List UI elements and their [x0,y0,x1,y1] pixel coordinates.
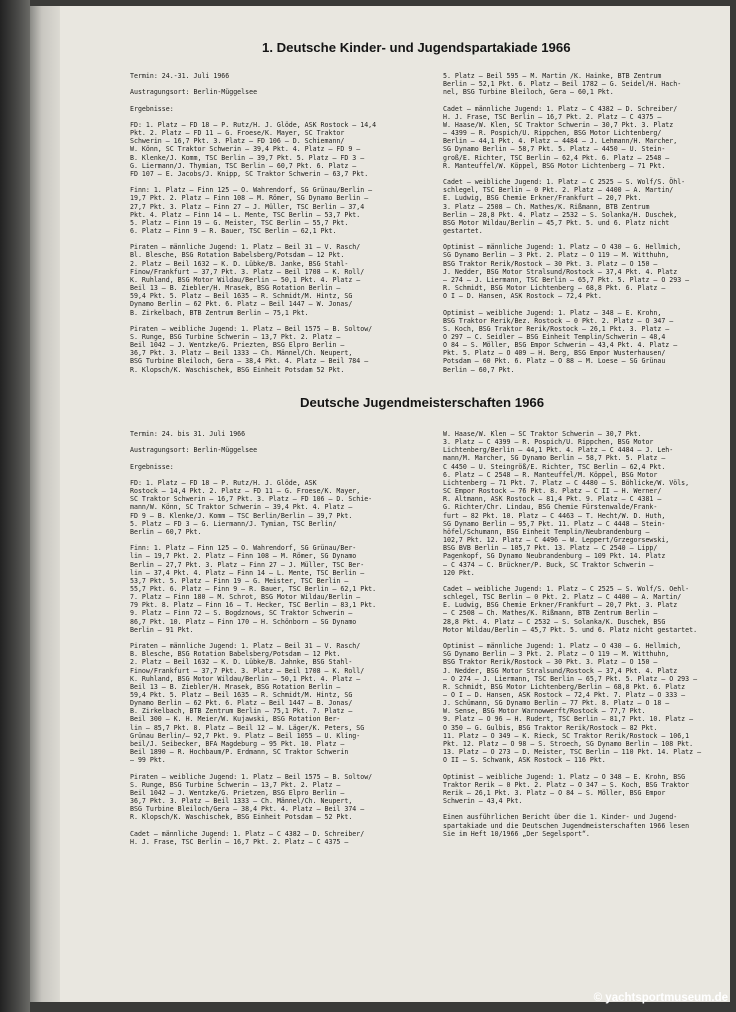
meisterschaften-results-left-column: Termin: 24. bis 31. Juli 1966 Austragungsort: Berlin-Müggelsee Ergebnisse: FD: 1. Platz — FD 18 — P. Rutz/H. J. Glöde, ASK Rostock — 14,4 Pkt. 2. Platz — FD 11 — G. Froese/K. Mayer, SC Traktor Schwerin — 16,7 Pkt. 3. Platz — FD 106 — D. Schie- mann/W. Könn, SC Traktor Schwerin — 39,4 Pkt. 4. Platz — FD 9 — B. Klenke/J. Komm — TSC Berlin/Berlin — 39,7 Pkt. 5. Platz — FD 3 — G. Liermann/J. Tymian, TSC Berlin/ Berlin — 60,7 Pkt. Finn: 1. Platz — Finn 125 — O. Wahrendorf, SG Grünau/Ber- lin — 19,7 Pkt. 2. Platz — Finn 108 — M. Römer, SG Dynamo Berlin — 27,7 Pkt. 3. Platz — Finn 27 — J. Müller, TSC Ber- lin — 37,4 Pkt. 4. Platz — Finn 14 — L. Mente, TSC Berlin — 53,7 Pkt. 5. Platz — Finn 19 — G. Meister, TSC Berlin — 55,7 Pkt. 6. Platz — Finn 9 — R. Bauer, TSC Berlin — 62,1 Pkt. 7. Platz — Finn 180 — M. Schrot, BSG Motor Wildau/Berlin — 79 Pkt. 8. Platz — Finn 16 — T. Hecker, TSC Berlin — 83,1 Pkt. 9. Platz — Finn 72 — S. Bogdznows, SC Traktor Schwerin — 86,7 Pkt. 10. Platz — Finn 170 — H. Schönborn — SG Dynamo Berlin — 91 Pkt. Piraten — männliche Jugend: 1. Platz — Beil 31 — V. Rasch/ B. Blesche, BSG Rotation Babelsberg/Potsdam — 12 Pkt. 2. Platz — Beil 1632 — K. D. Lübke/B. Jahnke, BSG Stahl- Finow/Frankfurt — 37,7 Pkt. 3. Platz — Beil 1708 — K. Roll/ K. Ruhland, BSG Motor Wildau/Berlin — 50,1 Pkt. 4. Platz — Beil 13 — B. Ziebler/H. Mrasek, BSG Rotation Berlin — 59,4 Pkt. 5. Platz — Beil 1635 — R. Schmidt/M. Hintz, SG Dynamo Berlin — 62 Pkt. 6. Platz — Beil 1447 — B. Jonas/ B. Zirkelbach, BTB Zentrum Berlin — 75,1 Pkt. 7. Platz — Beil 300 — K. H. Meier/W. Kujawski, BSG Rotation Ber- lin — 85,7 Pkt. 8. Platz — Beil 12 — W. Läger/K. Peters, SG Grünau Berlin/— 92,7 Pkt. 9. Platz — Beil 1055 — U. Kling- beil/J. Seibecker, BFA Magdeburg — 95 Pkt. 10. Platz — Beil 1890 — R. Hochbaum/P. Erdmann, SC Traktor Schwerin — 99 Pkt. Piraten — weibliche Jugend: 1. Platz — Beil 1575 — B. Soltow/ S. Runge, BSG Turbine Schwerin — 13,7 Pkt. 2. Platz — Beil 1042 — J. Wentzke/G. Prietzen, BSG Elpro Berlin — 36,7 Pkt. 3. Platz — Beil 1333 — Ch. Männel/Ch. Neupert, BSG Turbine Bleiloch/Gera — 38,4 Pkt. 4. Platz — Beil 374 — R. Klopsch/K. Waschischek, BSG Einheit Potsdam — 52 Pkt. Cadet — männliche Jugend: 1. Platz — C 4382 — D. Schreiber/ H. J. Frase, TSC Berlin — 16,7 Pkt. 2. Platz — C 4375 — [130,430,377,846]
page-binding-gutter [30,6,60,1002]
meisterschaften-results-right-column: W. Haase/W. Klen — SC Traktor Schwerin — 30,7 Pkt. 3. Platz — C 4399 — R. Pospich/U. Rippchen, BSG Motor Lichtenberg/Berlin — 44,1 Pkt. 4. Platz — C 4484 — J. Leh- mann/M. Marcher, SG Dynamo Berlin — 58,7 Pkt. 5. Platz — C 4450 — U. Steingröß/E. Richter, TSC Berlin — 62,4 Pkt. 6. Platz — C 2548 — R. Manteuffel/M. Köppel, BSG Motor Lichtenberg — 71 Pkt. 7. Platz — C 4480 — S. Böhlicke/W. Völs, SC Empor Rostock — 76 Pkt. 8. Platz — C II — H. Werner/ R. Altmann, ASK Rostock — 81,4 Pkt. 9. Platz — C 4381 — G. Richter/Chr. Lindau, BSG Chemie Fürstenwalde/Frank- furt — 82 Pkt. 10. Platz — C 4463 — T. Hecht/W. D. Huth, SG Dynamo Berlin — 95,7 Pkt. 11. Platz — C 4448 — Stein- höfel/Schumann, BSG Einheit Templin/Neubrandenburg — 102,7 Pkt. 12. Platz — C 4496 — W. Leppert/Grzegorsewski, BSG BVB Berlin — 105,7 Pkt. 13. Platz — C 2540 — Lipp/ Pagenkopf, SG Dynamo Neubrandenburg — 109 Pkt. 14. Platz — C 4374 — C. Brückner/P. Buck, SC Traktor Schwerin — 120 Pkt. Cadet — weibliche Jugend: 1. Platz — C 2525 — S. Wolf/S. Oehl- schlegel, TSC Berlin — 0 Pkt. 2. Platz — C 4400 — A. Martin/ E. Ludwig, BSG Chemie Erkner/Frankfurt — 20,7 Pkt. 3. Platz — C 2508 — Ch. Mathes/K. Rißmann, BTB Zentrum Berlin — 28,8 Pkt. 4. Platz — C 2532 — S. Solanka/K. Duschek, BSG Motor Wildau/Berlin — 45,7 Pkt. 5. und 6. Platz nicht gestartet. Optimist — männliche Jugend: 1. Platz — O 430 — G. Hellmich, SG Dynamo Berlin — 3 Pkt. 2. Platz — O 119 — M. Witthuhn, BSG Traktor Rerik/Rostock — 30 Pkt. 3. Platz — O 150 — J. Nedder, BSG Motor Stralsund/Rostock — 37,4 Pkt. 4. Platz — O 274 — J. Liermann, TSC Berlin — 65,7 Pkt. 5. Platz — O 293 — R. Schmidt, BSG Motor Lichtenberg/Berlin — 68,8 Pkt. 6. Platz — O I — D. Hansen, ASK Rostock — 72,4 Pkt. 7. Platz — O 333 — J. Schümann, SG Dynamo Berlin — 77 Pkt. 8. Platz — O 18 — W. Sense, BSG Motor Warnowwerft/Rostock — 77,7 Pkt. 9. Platz — O 96 — H. Rudert, TSC Berlin — 81,7 Pkt. 10. Platz — O 350 — G. Gulbis, BSG Traktor Rerik/Rostock — 82 Pkt. 11. Platz — O 349 — K. Rieck, SC Traktor Rerik/Rostock — 106,1 Pkt. 12. Platz — O 98 — S. Stroech, SG Dynamo Berlin — 108 Pkt. 13. Platz — O 273 — D. Meister, TSC Berlin — 110 Pkt. 14. Platz — O II — S. Schwank, ASK Rostock — 116 Pkt. Optimist — weibliche Jugend: 1. Platz — O 348 — E. Krohn, BSG Traktor Rerik — 0 Pkt. 2. Platz — O 347 — S. Koch, BSG Traktor Rerik — 26,1 Pkt. 3. Platz — O 84 — S. Möller, BSG Empor Schwerin — 43,4 Pkt. Einen ausführlichen Bericht über die 1. Kinder- und Jugend- spartakiade und die Deutschen Jugendmeisterschaften 1966 lesen Sie im Heft 10/1966 „Der Segelsport“. [443,430,702,838]
spartakiade-results-right-column: 5. Platz — Beil 595 — M. Martin /K. Hainke, BTB Zentrum Berlin — 52,1 Pkt. 6. Platz — Beil 1782 — G. Seidel/H. Hach- nel, BSG Turbine Bleiloch, Gera — 60,1 Pkt. Cadet — männliche Jugend: 1. Platz — C 4382 — D. Schreiber/ H. J. Frase, TSC Berlin — 16,7 Pkt. 2. Platz — C 4375 — W. Haase/W. Klen, SC Traktor Schwerin — 30,7 Pkt. 3. Platz — 4399 — R. Pospich/U. Rippchen, BSG Motor Lichtenberg/ Berlin — 44,1 Pkt. 4. Platz — 4484 — J. Lehmann/H. Marcher, SG Dynamo Berlin — 58,7 Pkt. 5. Platz — 4450 — U. Stein- groß/E. Richter, TSC Berlin — 62,4 Pkt. 6. Platz — 2548 — R. Manteuffel/W. Köppel, BSG Motor Lichtenberg — 71 Pkt. Cadet — weibliche Jugend: 1. Platz — C 2525 — S. Wolf/S. Öhl- schlegel, TSC Berlin — 0 Pkt. 2. Platz — 4400 — A. Martin/ E. Ludwig, BSG Chemie Erkner/Frankfurt — 20,7 Pkt. 3. Platz — 2508 — Ch. Mathes/K. Rißmann, BTB Zentrum Berlin — 28,8 Pkt. 4. Platz — 2532 — S. Solanka/H. Duschek, BSG Motor Wildau/Berlin — 45,7 Pkt. 5. und 6. Platz nicht gestartet. Optimist — männliche Jugend: 1. Platz — O 430 — G. Hellmich, SG Dynamo Berlin — 3 Pkt. 2. Platz — O 119 — M. Witthuhn, BSG Traktor Rerik/Rostock — 30 Pkt. 3. Platz — O 150 — J. Nedder, BSG Motor Stralsund/Rostock — 37,4 Pkt. 4. Platz — 274 — J. Liermann, TSC Berlin — 65,7 Pkt. 5. Platz — O 293 — R. Schmidt, BSG Motor Lichtenberg — 68,8 Pkt. 6. Platz — O I — D. Hansen, ASK Rostock — 72,4 Pkt. Optimist — weibliche Jugend: 1. Platz — 348 — E. Krohn, BSG Traktor Rerik/Bez. Rostock — 0 Pkt. 2. Platz — O 347 — S. Koch, BSG Traktor Rerik/Rostock — 26,1 Pkt. 3. Platz — O 297 — C. Seidler — BSG Einheit Templin/Schwerin — 48,4 O 84 — S. Möller, BSG Empor Schwerin — 43,4 Pkt. 4. Platz — Pkt. 5. Platz — O 409 — H. Berg, BSG Empor Wusterhausen/ Potsdam — 60 Pkt. 6. Platz — O 88 — M. Loese — SG Grünau Berlin — 60,7 Pkt. [443,72,690,374]
museum-watermark: © yachtsportmuseum.de [593,992,728,1004]
book-spine-shadow [0,0,30,1012]
jugendmeisterschaften-title: Deutsche Jugendmeisterschaften 1966 [300,395,545,410]
spartakiade-results-left-column: Termin: 24.-31. Juli 1966 Austragungsort: Berlin-Müggelsee Ergebnisse: FD: 1. Platz — FD 18 — P. Rutz/H. J. Glöde, ASK Rostock — 14,4 Pkt. 2. Platz — FD 11 — G. Froese/K. Mayer, SC Traktor Schwerin — 16,7 Pkt. 3. Platz — FD 106 — D. Schiemann/ W. Könn, SC Traktor Schwerin — 39,4 Pkt. 4. Platz — FD 9 — B. Klenke/J. Komm, TSC Berlin — 39,7 Pkt. 5. Platz — FD 3 — G. Liermann/J. Thymian, TSC Berlin — 60,7 Pkt. 6. Platz — FD 107 — E. Jacobs/J. Knipp, SC Traktor Schwerin — 63,7 Pkt. Finn: 1. Platz — Finn 125 — O. Wahrendorf, SG Grünau/Berlin — 19,7 Pkt. 2. Platz — Finn 108 — M. Römer, SG Dynamo Berlin — 27,7 Pkt. 3. Platz — Finn 27 — J. Müller, TSC Berlin — 37,4 Pkt. 4. Platz — Finn 14 — L. Mente, TSC Berlin — 53,7 Pkt. 5. Platz — Finn 19 — G. Meister, TSC Berlin — 55,7 Pkt. 6. Platz — Finn 9 — R. Bauer, TSC Berlin — 62,1 Pkt. Piraten — männliche Jugend: 1. Platz — Beil 31 — V. Rasch/ Bl. Blesche, BSG Rotation Babelsberg/Potsdam — 12 Pkt. 2. Platz — Beil 1632 — K. D. Lübke/B. Janke, BSG Stahl- Finow/Frankfurt — 37,7 Pkt. 3. Platz — Beil 1708 — K. Roll/ K. Ruhland, BSG Motor Wildau/Berlin — 50,1 Pkt. 4. Platz — Beil 13 — B. Ziebler/H. Mrasek, BSG Rotation Berlin — 59,4 Pkt. 5. Platz — Beil 1635 — R. Schmidt/M. Hintz, SG Dynamo Berlin — 62 Pkt. 6. Platz — Beil 1447 — W. Jonas/ B. Zirkelbach, BTB Zentrum Berlin — 75,1 Pkt. Piraten — weibliche Jugend: 1. Platz — Beil 1575 — B. Soltow/ S. Runge, BSG Turbine Schwerin — 13,7 Pkt. 2. Platz — Beil 1042 — J. Wentzke/G. Priezten, BSG Elpro Berlin — 36,7 Pkt. 3. Platz — Beil 1333 — Ch. Männel/Ch. Neupert, BSG Turbine Bleiloch, Gera — 38,4 Pkt. 4. Platz — Beil 784 — R. Klopsch/K. Waschischek, BSG Einheit Potsdam 52 Pkt. [130,72,377,374]
spartakiade-title: 1. Deutsche Kinder- und Jugendspartakiade 1966 [262,40,571,55]
